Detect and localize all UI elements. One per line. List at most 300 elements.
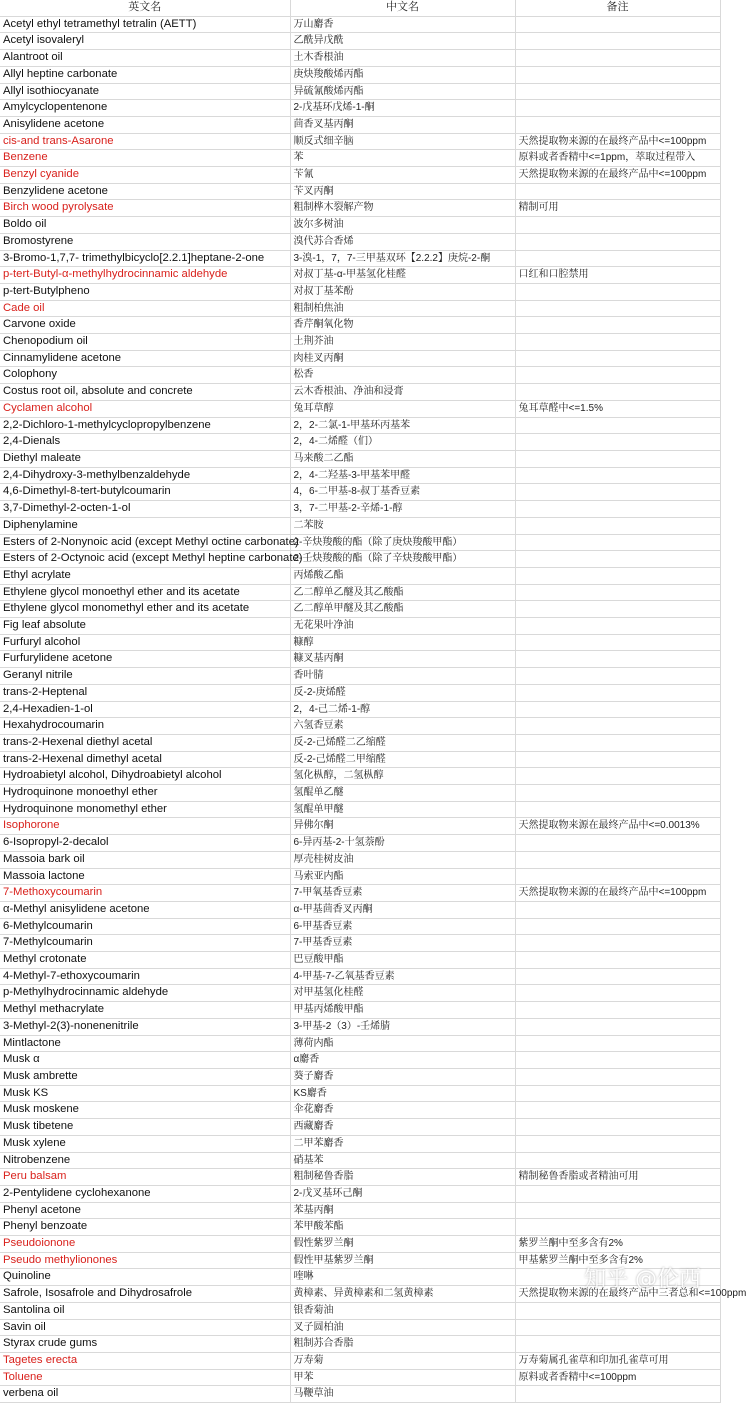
table-row bbox=[0, 501, 720, 518]
english-name-cell: Diethyl maleate bbox=[0, 450, 290, 467]
table-row bbox=[0, 1236, 720, 1253]
table-row bbox=[0, 434, 720, 451]
chinese-name-cell: 马鞭草油 bbox=[290, 1386, 515, 1403]
chinese-name-cell: 马索亚内酯 bbox=[290, 868, 515, 885]
note-cell bbox=[515, 50, 720, 67]
english-name-cell: Safrole, Isosafrole and Dihydrosafrole bbox=[0, 1286, 290, 1303]
table-row bbox=[0, 701, 720, 718]
table-row bbox=[0, 50, 720, 67]
chinese-name-cell: 喹啉 bbox=[290, 1269, 515, 1286]
table-row bbox=[0, 601, 720, 618]
table-row bbox=[0, 935, 720, 952]
english-name-cell: 6-Methylcoumarin bbox=[0, 918, 290, 935]
chinese-name-cell: 反-2-己烯醛二乙缩醛 bbox=[290, 734, 515, 751]
table-row bbox=[0, 233, 720, 250]
english-name-cell: Savin oil bbox=[0, 1319, 290, 1336]
english-name-cell: Isophorone bbox=[0, 818, 290, 835]
chinese-name-cell: 丙烯酸乙酯 bbox=[290, 567, 515, 584]
english-name-cell: Ethylene glycol monomethyl ether and its acetate bbox=[0, 601, 290, 618]
note-cell bbox=[515, 567, 720, 584]
english-name-cell: Musk ambrette bbox=[0, 1069, 290, 1086]
note-cell bbox=[515, 968, 720, 985]
note-cell bbox=[515, 851, 720, 868]
table-row bbox=[0, 100, 720, 117]
english-name-cell: Ethylene glycol monoethyl ether and its acetate bbox=[0, 584, 290, 601]
table-row bbox=[0, 1135, 720, 1152]
note-cell bbox=[515, 233, 720, 250]
table-row bbox=[0, 768, 720, 785]
chinese-name-cell: 假性紫罗兰酮 bbox=[290, 1236, 515, 1253]
note-cell bbox=[515, 1035, 720, 1052]
chinese-name-cell: 4-甲基-7-乙氧基香豆素 bbox=[290, 968, 515, 985]
chinese-name-cell: 兔耳草醇 bbox=[290, 400, 515, 417]
note-cell: 天然提取物来源的在最终产品中三者总和<=100ppm bbox=[515, 1286, 720, 1303]
table-row bbox=[0, 1252, 720, 1269]
note-cell bbox=[515, 1069, 720, 1086]
note-cell bbox=[515, 952, 720, 969]
table-row bbox=[0, 517, 720, 534]
note-cell bbox=[515, 283, 720, 300]
table-row bbox=[0, 116, 720, 133]
chinese-name-cell: 厚壳桂树皮油 bbox=[290, 851, 515, 868]
table-row bbox=[0, 467, 720, 484]
note-cell bbox=[515, 217, 720, 234]
table-row bbox=[0, 1035, 720, 1052]
table-row bbox=[0, 350, 720, 367]
table-row bbox=[0, 1369, 720, 1386]
chinese-name-cell: 2，4-二羟基-3-甲基苯甲醛 bbox=[290, 467, 515, 484]
chinese-name-cell: 苯甲酸苯酯 bbox=[290, 1219, 515, 1236]
chinese-name-cell: 二甲苯麝香 bbox=[290, 1135, 515, 1152]
english-name-cell: Fig leaf absolute bbox=[0, 618, 290, 635]
chinese-name-cell: α-甲基茴香叉丙酮 bbox=[290, 901, 515, 918]
header-row bbox=[0, 0, 720, 16]
table-row bbox=[0, 317, 720, 334]
note-cell bbox=[515, 300, 720, 317]
chinese-name-cell: 3，7-二甲基-2-辛烯-1-醇 bbox=[290, 501, 515, 518]
chinese-name-cell: 茴香叉基丙酮 bbox=[290, 116, 515, 133]
english-name-cell: Furfuryl alcohol bbox=[0, 634, 290, 651]
english-name-cell: Pseudoionone bbox=[0, 1236, 290, 1253]
table-row bbox=[0, 1018, 720, 1035]
english-name-cell: 4,6-Dimethyl-8-tert-butylcoumarin bbox=[0, 484, 290, 501]
english-name-cell: Benzyl cyanide bbox=[0, 167, 290, 184]
english-name-cell: p-tert-Butylpheno bbox=[0, 283, 290, 300]
english-name-cell: Carvone oxide bbox=[0, 317, 290, 334]
chinese-name-cell: 波尔多树油 bbox=[290, 217, 515, 234]
table-row bbox=[0, 133, 720, 150]
english-name-cell: 3,7-Dimethyl-2-octen-1-ol bbox=[0, 501, 290, 518]
english-name-cell: 7-Methylcoumarin bbox=[0, 935, 290, 952]
english-name-cell: 2,4-Dienals bbox=[0, 434, 290, 451]
note-cell bbox=[515, 1202, 720, 1219]
chinese-name-cell: 叉子圆柏油 bbox=[290, 1319, 515, 1336]
table-row bbox=[0, 183, 720, 200]
table-row bbox=[0, 901, 720, 918]
note-cell bbox=[515, 1185, 720, 1202]
table-row bbox=[0, 751, 720, 768]
chinese-name-cell: 7-甲氧基香豆素 bbox=[290, 885, 515, 902]
chinese-name-cell: 西藏麝香 bbox=[290, 1119, 515, 1136]
chinese-name-cell: 2，2-二氯-1-甲基环丙基苯 bbox=[290, 417, 515, 434]
chinese-name-cell: 薄荷内酯 bbox=[290, 1035, 515, 1052]
note-cell bbox=[515, 918, 720, 935]
table-row bbox=[0, 1185, 720, 1202]
table-row bbox=[0, 16, 720, 33]
note-cell bbox=[515, 768, 720, 785]
chinese-name-cell: 乙二醇单甲醚及其乙酸酯 bbox=[290, 601, 515, 618]
header-note: 备注 bbox=[515, 0, 720, 16]
chinese-name-cell: 反-2-己烯醛二甲缩醛 bbox=[290, 751, 515, 768]
table-row bbox=[0, 1202, 720, 1219]
table-row bbox=[0, 734, 720, 751]
english-name-cell: Musk tibetene bbox=[0, 1119, 290, 1136]
table-row bbox=[0, 66, 720, 83]
note-cell bbox=[515, 1085, 720, 1102]
note-cell bbox=[515, 1052, 720, 1069]
note-cell bbox=[515, 835, 720, 852]
note-cell: 万寿菊属孔雀草和印加孔雀草可用 bbox=[515, 1352, 720, 1369]
chinese-name-cell: 对甲基氢化桂醛 bbox=[290, 985, 515, 1002]
english-name-cell: Allyl isothiocyanate bbox=[0, 83, 290, 100]
chinese-name-cell: 2，4-二烯醛（们） bbox=[290, 434, 515, 451]
note-cell bbox=[515, 1336, 720, 1353]
chinese-name-cell: 苄叉丙酮 bbox=[290, 183, 515, 200]
note-cell: 天然提取物来源的在最终产品中<=100ppm bbox=[515, 167, 720, 184]
table-row bbox=[0, 200, 720, 217]
table-row bbox=[0, 968, 720, 985]
english-name-cell: trans-2-Heptenal bbox=[0, 684, 290, 701]
english-name-cell: Alantroot oil bbox=[0, 50, 290, 67]
note-cell bbox=[515, 801, 720, 818]
table-row bbox=[0, 1119, 720, 1136]
note-cell bbox=[515, 551, 720, 568]
english-name-cell: Hydroquinone monomethyl ether bbox=[0, 801, 290, 818]
english-name-cell: Colophony bbox=[0, 367, 290, 384]
note-cell bbox=[515, 985, 720, 1002]
english-name-cell: Bromostyrene bbox=[0, 233, 290, 250]
table-row bbox=[0, 1069, 720, 1086]
english-name-cell: Ethyl acrylate bbox=[0, 567, 290, 584]
note-cell: 原料或者香精中<=1ppm，萃取过程带入 bbox=[515, 150, 720, 167]
english-name-cell: Musk α bbox=[0, 1052, 290, 1069]
chinese-name-cell: 万山麝香 bbox=[290, 16, 515, 33]
chinese-name-cell: 对叔丁基苯酚 bbox=[290, 283, 515, 300]
note-cell bbox=[515, 350, 720, 367]
chinese-name-cell: 苄氰 bbox=[290, 167, 515, 184]
english-name-cell: Quinoline bbox=[0, 1269, 290, 1286]
english-name-cell: 2,2-Dichloro-1-methylcyclopropylbenzene bbox=[0, 417, 290, 434]
note-cell bbox=[515, 367, 720, 384]
note-cell bbox=[515, 868, 720, 885]
note-cell bbox=[515, 517, 720, 534]
table-row bbox=[0, 567, 720, 584]
english-name-cell: Diphenylamine bbox=[0, 517, 290, 534]
chinese-name-cell: 糠叉基丙酮 bbox=[290, 651, 515, 668]
table-row bbox=[0, 584, 720, 601]
note-cell: 天然提取物来源的在最终产品中<=100ppm bbox=[515, 885, 720, 902]
chinese-name-cell: 粗制苏合香脂 bbox=[290, 1336, 515, 1353]
chinese-name-cell: 2-壬炔羧酸的酯（除了辛炔羧酸甲酯） bbox=[290, 551, 515, 568]
chinese-name-cell: 香叶腈 bbox=[290, 668, 515, 685]
chinese-name-cell: 3-溴-1，7，7-三甲基双环【2.2.2】庚烷-2-酮 bbox=[290, 250, 515, 267]
table-row bbox=[0, 985, 720, 1002]
english-name-cell: Allyl heptine carbonate bbox=[0, 66, 290, 83]
english-name-cell: Nitrobenzene bbox=[0, 1152, 290, 1169]
table-row bbox=[0, 868, 720, 885]
table-row bbox=[0, 651, 720, 668]
note-cell bbox=[515, 501, 720, 518]
chinese-name-cell: 6-异丙基-2-十氢萘酚 bbox=[290, 835, 515, 852]
table-row bbox=[0, 534, 720, 551]
note-cell: 原料或者香精中<=100ppm bbox=[515, 1369, 720, 1386]
table-row bbox=[0, 1052, 720, 1069]
note-cell bbox=[515, 116, 720, 133]
note-cell bbox=[515, 684, 720, 701]
table-row bbox=[0, 167, 720, 184]
chinese-name-cell: 马来酸二乙酯 bbox=[290, 450, 515, 467]
english-name-cell: 2,4-Dihydroxy-3-methylbenzaldehyde bbox=[0, 467, 290, 484]
chinese-name-cell: 7-甲基香豆素 bbox=[290, 935, 515, 952]
table-row bbox=[0, 851, 720, 868]
english-name-cell: Boldo oil bbox=[0, 217, 290, 234]
chinese-name-cell: 4，6-二甲基-8-叔丁基香豆素 bbox=[290, 484, 515, 501]
table-row bbox=[0, 1002, 720, 1019]
chinese-name-cell: 粗制秘鲁香脂 bbox=[290, 1169, 515, 1186]
table-row bbox=[0, 835, 720, 852]
table-row bbox=[0, 1085, 720, 1102]
english-name-cell: Chenopodium oil bbox=[0, 334, 290, 351]
english-name-cell: Anisylidene acetone bbox=[0, 116, 290, 133]
english-name-cell: Tagetes erecta bbox=[0, 1352, 290, 1369]
table-row bbox=[0, 367, 720, 384]
table-row bbox=[0, 250, 720, 267]
chinese-name-cell: 3-甲基-2（3）-壬烯腈 bbox=[290, 1018, 515, 1035]
english-name-cell: Hydroabietyl alcohol, Dihydroabietyl alcohol bbox=[0, 768, 290, 785]
note-cell bbox=[515, 484, 720, 501]
note-cell bbox=[515, 668, 720, 685]
note-cell bbox=[515, 33, 720, 50]
chinese-name-cell: 二苯胺 bbox=[290, 517, 515, 534]
table-row bbox=[0, 417, 720, 434]
table-row bbox=[0, 1169, 720, 1186]
chinese-name-cell: 氢醌单乙醚 bbox=[290, 785, 515, 802]
english-name-cell: Benzylidene acetone bbox=[0, 183, 290, 200]
english-name-cell: Peru balsam bbox=[0, 1169, 290, 1186]
chinese-name-cell: KS麝香 bbox=[290, 1085, 515, 1102]
table-row bbox=[0, 1352, 720, 1369]
english-name-cell: Hexahydrocoumarin bbox=[0, 718, 290, 735]
english-name-cell: α-Methyl anisylidene acetone bbox=[0, 901, 290, 918]
chinese-name-cell: 6-甲基香豆素 bbox=[290, 918, 515, 935]
table-row bbox=[0, 885, 720, 902]
chinese-name-cell: 乙二醇单乙醚及其乙酸酯 bbox=[290, 584, 515, 601]
english-name-cell: 4-Methyl-7-ethoxycoumarin bbox=[0, 968, 290, 985]
note-cell: 紫罗兰酮中至多含有2% bbox=[515, 1236, 720, 1253]
table-row bbox=[0, 684, 720, 701]
table-row bbox=[0, 952, 720, 969]
note-cell bbox=[515, 1386, 720, 1403]
chinese-name-cell: 苯 bbox=[290, 150, 515, 167]
table-row bbox=[0, 384, 720, 401]
english-name-cell: Musk moskene bbox=[0, 1102, 290, 1119]
chinese-name-cell: α麝香 bbox=[290, 1052, 515, 1069]
chinese-name-cell: 异硫氰酸烯丙酯 bbox=[290, 83, 515, 100]
table-row bbox=[0, 150, 720, 167]
english-name-cell: cis-and trans-Asarone bbox=[0, 133, 290, 150]
english-name-cell: Esters of 2-Octynoic acid (except Methyl heptine carbonate) bbox=[0, 551, 290, 568]
english-name-cell: 3-Methyl-2(3)-nonenenitrile bbox=[0, 1018, 290, 1035]
note-cell: 口红和口腔禁用 bbox=[515, 267, 720, 284]
chinese-name-cell: 甲苯 bbox=[290, 1369, 515, 1386]
english-name-cell: Massoia bark oil bbox=[0, 851, 290, 868]
table-row bbox=[0, 267, 720, 284]
chinese-name-cell: 葵子麝香 bbox=[290, 1069, 515, 1086]
note-cell bbox=[515, 734, 720, 751]
english-name-cell: Costus root oil, absolute and concrete bbox=[0, 384, 290, 401]
table-row bbox=[0, 918, 720, 935]
note-cell bbox=[515, 1319, 720, 1336]
english-name-cell: Santolina oil bbox=[0, 1302, 290, 1319]
english-name-cell: 2-Pentylidene cyclohexanone bbox=[0, 1185, 290, 1202]
english-name-cell: Cinnamylidene acetone bbox=[0, 350, 290, 367]
note-cell bbox=[515, 584, 720, 601]
table-row bbox=[0, 1219, 720, 1236]
note-cell bbox=[515, 1102, 720, 1119]
note-cell bbox=[515, 634, 720, 651]
chinese-name-cell: 顺反式细辛脑 bbox=[290, 133, 515, 150]
note-cell bbox=[515, 1119, 720, 1136]
table-row bbox=[0, 1319, 720, 1336]
english-name-cell: Styrax crude gums bbox=[0, 1336, 290, 1353]
note-cell bbox=[515, 618, 720, 635]
table-row bbox=[0, 551, 720, 568]
note-cell bbox=[515, 317, 720, 334]
english-name-cell: Phenyl benzoate bbox=[0, 1219, 290, 1236]
chinese-name-cell: 氢化枞醇，二氢枞醇 bbox=[290, 768, 515, 785]
table-row bbox=[0, 1302, 720, 1319]
note-cell bbox=[515, 1219, 720, 1236]
chinese-name-cell: 糠醇 bbox=[290, 634, 515, 651]
chinese-name-cell: 2-戊基环戊烯-1-酮 bbox=[290, 100, 515, 117]
english-name-cell: Methyl methacrylate bbox=[0, 1002, 290, 1019]
note-cell bbox=[515, 601, 720, 618]
note-cell bbox=[515, 1002, 720, 1019]
note-cell bbox=[515, 651, 720, 668]
table-row bbox=[0, 718, 720, 735]
chinese-name-cell: 异佛尔酮 bbox=[290, 818, 515, 835]
header-chinese-name: 中文名 bbox=[290, 0, 515, 16]
english-name-cell: Mintlactone bbox=[0, 1035, 290, 1052]
english-name-cell: Phenyl acetone bbox=[0, 1202, 290, 1219]
chinese-name-cell: 对叔丁基-α-甲基氢化桂醛 bbox=[290, 267, 515, 284]
chinese-name-cell: 乙酰异戊酰 bbox=[290, 33, 515, 50]
note-cell bbox=[515, 417, 720, 434]
chinese-name-cell: 香芹酮氧化物 bbox=[290, 317, 515, 334]
table-row bbox=[0, 300, 720, 317]
table-row bbox=[0, 785, 720, 802]
english-name-cell: 6-Isopropyl-2-decalol bbox=[0, 835, 290, 852]
note-cell bbox=[515, 901, 720, 918]
english-name-cell: Hydroquinone monoethyl ether bbox=[0, 785, 290, 802]
english-name-cell: Amylcyclopentenone bbox=[0, 100, 290, 117]
table-row bbox=[0, 818, 720, 835]
note-cell bbox=[515, 83, 720, 100]
table-row bbox=[0, 334, 720, 351]
english-name-cell: Birch wood pyrolysate bbox=[0, 200, 290, 217]
table-row bbox=[0, 801, 720, 818]
chinese-name-cell: 土荆芥油 bbox=[290, 334, 515, 351]
note-cell bbox=[515, 701, 720, 718]
note-cell bbox=[515, 16, 720, 33]
note-cell: 天然提取物来源在最终产品中<=0.0013% bbox=[515, 818, 720, 835]
note-cell bbox=[515, 434, 720, 451]
table-row bbox=[0, 618, 720, 635]
table-row bbox=[0, 1102, 720, 1119]
english-name-cell: Geranyl nitrile bbox=[0, 668, 290, 685]
english-name-cell: Toluene bbox=[0, 1369, 290, 1386]
english-name-cell: trans-2-Hexenal dimethyl acetal bbox=[0, 751, 290, 768]
chinese-name-cell: 肉桂叉丙酮 bbox=[290, 350, 515, 367]
english-name-cell: trans-2-Hexenal diethyl acetal bbox=[0, 734, 290, 751]
english-name-cell: p-tert-Butyl-α-methylhydrocinnamic aldehyde bbox=[0, 267, 290, 284]
note-cell: 兔耳草醛中<=1.5% bbox=[515, 400, 720, 417]
chinese-name-cell: 2-辛炔羧酸的酯（除了庚炔羧酸甲酯） bbox=[290, 534, 515, 551]
note-cell bbox=[515, 935, 720, 952]
english-name-cell: Benzene bbox=[0, 150, 290, 167]
table-row bbox=[0, 1152, 720, 1169]
english-name-cell: Cyclamen alcohol bbox=[0, 400, 290, 417]
chinese-name-cell: 苯基丙酮 bbox=[290, 1202, 515, 1219]
chinese-name-cell: 2-戊叉基环己酮 bbox=[290, 1185, 515, 1202]
chinese-name-cell: 黄樟素、异黄樟素和二氢黄樟素 bbox=[290, 1286, 515, 1303]
note-cell bbox=[515, 183, 720, 200]
header-english-name: 英文名 bbox=[0, 0, 290, 16]
note-cell bbox=[515, 785, 720, 802]
table-row bbox=[0, 1386, 720, 1403]
english-name-cell: Acetyl ethyl tetramethyl tetralin (AETT) bbox=[0, 16, 290, 33]
chinese-name-cell: 云木香根油、净油和浸膏 bbox=[290, 384, 515, 401]
chinese-name-cell: 2，4-己二烯-1-醇 bbox=[290, 701, 515, 718]
note-cell bbox=[515, 1269, 720, 1286]
english-name-cell: Massoia lactone bbox=[0, 868, 290, 885]
chinese-name-cell: 庚炔羧酸烯丙酯 bbox=[290, 66, 515, 83]
note-cell bbox=[515, 1135, 720, 1152]
english-name-cell: 2,4-Hexadien-1-ol bbox=[0, 701, 290, 718]
chinese-name-cell: 六氢香豆素 bbox=[290, 718, 515, 735]
chinese-name-cell: 无花果叶净油 bbox=[290, 618, 515, 635]
table-row bbox=[0, 450, 720, 467]
english-name-cell: verbena oil bbox=[0, 1386, 290, 1403]
table-row bbox=[0, 33, 720, 50]
note-cell: 天然提取物来源的在最终产品中<=100ppm bbox=[515, 133, 720, 150]
table-row bbox=[0, 283, 720, 300]
chinese-name-cell: 土木香根油 bbox=[290, 50, 515, 67]
note-cell bbox=[515, 100, 720, 117]
note-cell: 甲基紫罗兰酮中至多含有2% bbox=[515, 1252, 720, 1269]
table-row bbox=[0, 217, 720, 234]
note-cell bbox=[515, 250, 720, 267]
table-row bbox=[0, 83, 720, 100]
chinese-name-cell: 氢醌单甲醚 bbox=[290, 801, 515, 818]
english-name-cell: Methyl crotonate bbox=[0, 952, 290, 969]
note-cell bbox=[515, 450, 720, 467]
note-cell bbox=[515, 718, 720, 735]
english-name-cell: p-Methylhydrocinnamic aldehyde bbox=[0, 985, 290, 1002]
english-name-cell: 3-Bromo-1,7,7- trimethylbicyclo[2.2.1]heptane-2-one bbox=[0, 250, 290, 267]
note-cell bbox=[515, 467, 720, 484]
note-cell bbox=[515, 1152, 720, 1169]
